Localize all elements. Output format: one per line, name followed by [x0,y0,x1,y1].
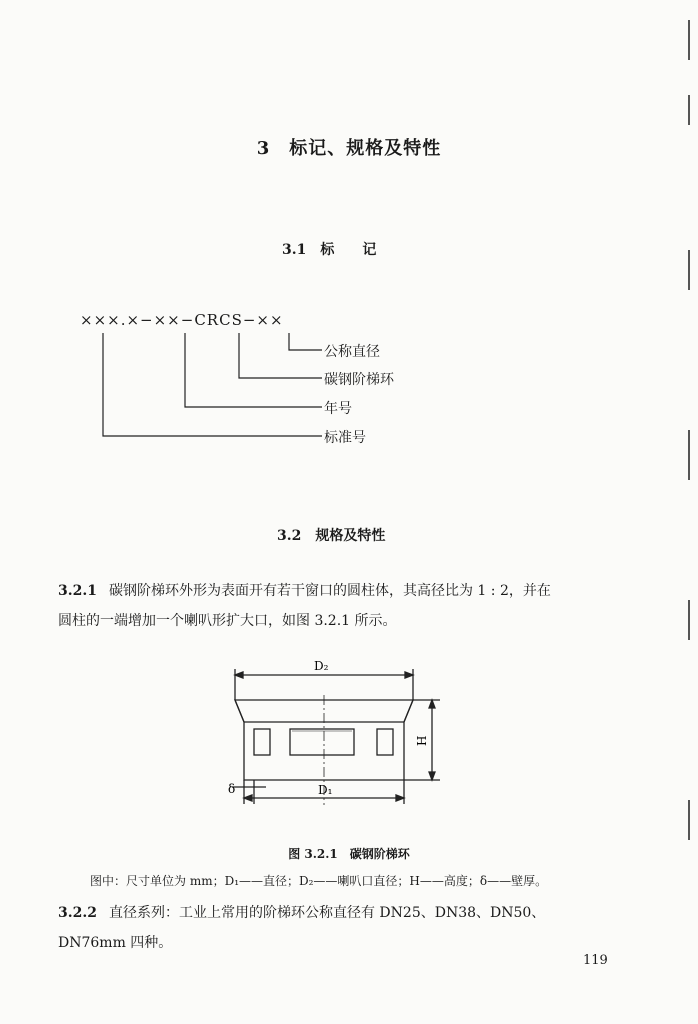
paragraph-3-2-2-text1: 直径系列：工业上常用的阶梯环公称直径有 DN25、DN38、DN50、 [108,905,546,921]
scan-edge-mark [688,95,690,125]
label-standard-number: 标准号 [324,430,366,446]
paragraph-3-2-2-line2: DN76mm 四种。 [58,935,173,951]
scan-edge-mark [688,250,690,290]
marking-code: ×××.×−××−CRCS−×× [80,311,284,329]
scan-edge-mark [688,430,690,480]
d1-label: D₁ [318,783,333,797]
window-right [377,729,393,755]
window-center [290,729,354,755]
label-year: 年号 [324,401,352,417]
section-3-1-title: 3.1 标 记 [282,242,377,258]
paragraph-3-2-2-line1 [58,898,545,928]
paragraph-3-2-2-number: 3.2.2 [58,905,97,921]
h-label: H [415,735,429,746]
figure-caption: 图 3.2.1 碳钢阶梯环 [288,847,410,861]
scan-edge-mark [688,20,690,60]
scan-edge-mark [688,800,690,840]
paragraph-3-2-1-text1: 碳钢阶梯环外形为表面开有若干窗口的圆柱体，其高径比为 1 : 2，并在 [108,583,551,599]
label-carbon-steel-ring: 碳钢阶梯环 [324,372,394,388]
figure-note: 图中：尺寸单位为 mm；D₁——直径；D₂——喇叭口直径；H——高度；δ——壁厚。 [90,874,548,888]
page-number: 119 [583,953,608,968]
paragraph-3-2-1-number: 3.2.1 [58,583,97,599]
label-nominal-diameter: 公称直径 [324,344,380,360]
chapter-title: 3 标记、规格及特性 [256,138,442,159]
delta-label: δ [228,782,236,796]
window-left [254,729,270,755]
d2-label: D₂ [314,659,329,673]
scan-edge-mark [688,600,690,640]
paragraph-3-2-1-line2: 圆柱的一端增加一个喇叭形扩大口，如图 3.2.1 所示。 [58,613,397,629]
section-3-2-title: 3.2 规格及特性 [277,528,386,544]
